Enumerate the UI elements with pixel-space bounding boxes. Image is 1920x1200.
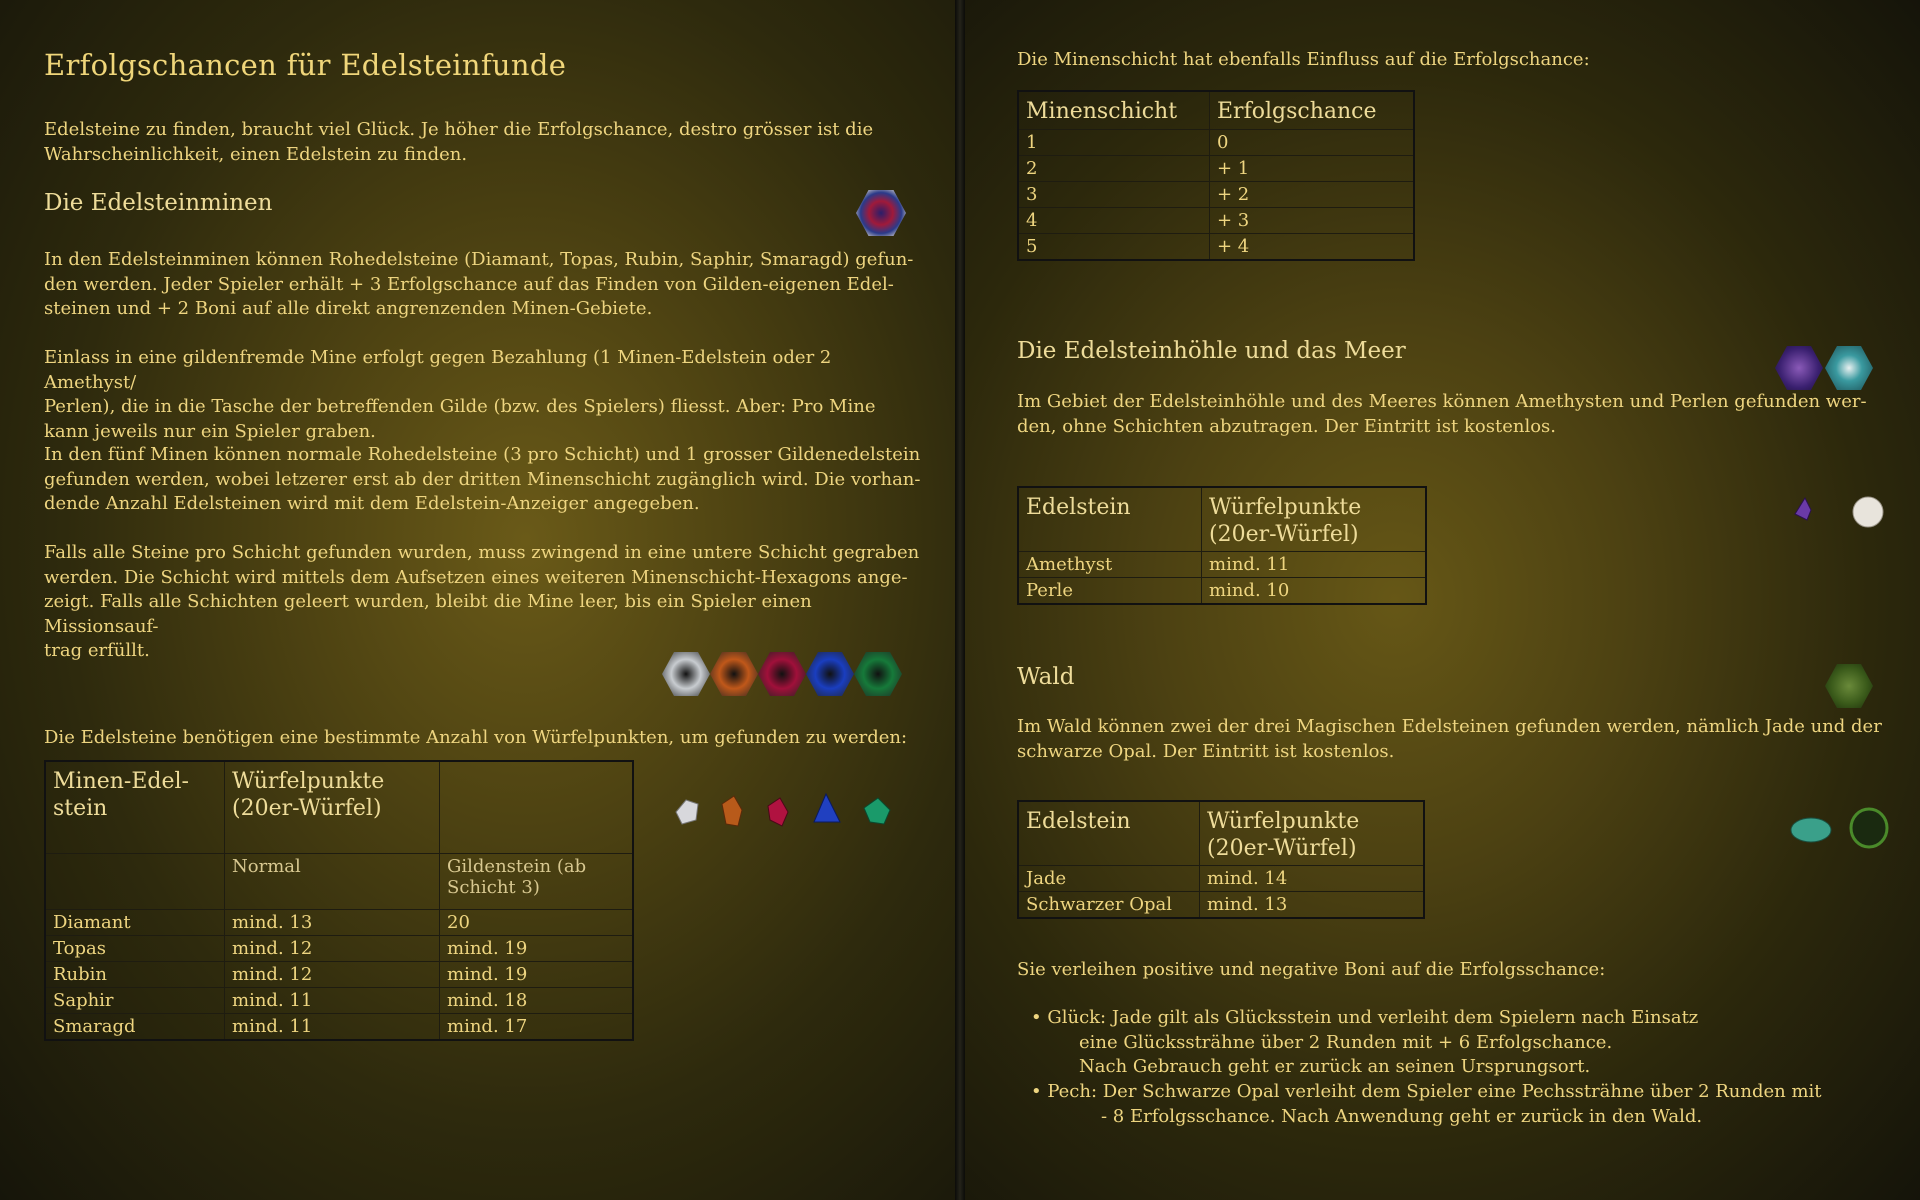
- bonus-intro: Sie verleihen positive und negative Boni auf die Erfolgsschance:: [1017, 959, 1606, 980]
- cave-hex-icon: [1775, 346, 1823, 390]
- mines-paragraph-4: Falls alle Steine pro Schicht gefunden wurden, muss zwingend in eine untere Schicht gegraben werden. Die Schicht wird mittels dem Aufsetzen eines weiteren Minenschicht-Hexagons ange- zeigt. Falls alle Schichten geleert wurden, bleibt die Mine leer, bis ein Spieler einen Missionsauf- trag erfüllt.: [44, 542, 920, 661]
- table-row: Perle mind. 10: [1018, 577, 1426, 604]
- book-gutter: [955, 0, 965, 1200]
- table-row: Jade mind. 14: [1018, 865, 1424, 891]
- forest-hex-icon: [1825, 664, 1873, 708]
- ruby-gem-icon: [768, 798, 788, 826]
- diamond-gem-icon: [676, 800, 698, 824]
- table-header-gem: Minen-Edel-stein: [45, 761, 225, 853]
- right-page: [965, 0, 1920, 1200]
- table-row: Rubin mind. 12 mind. 19: [45, 961, 633, 987]
- topaz-gem-icon: [722, 796, 742, 826]
- layer-header-layer: Minenschicht: [1018, 91, 1210, 129]
- bullet-luck: • Glück: Jade gilt als Glücksstein und verleiht dem Spielern nach Einsatz eine Glückssträhne über 2 Runden mit + 6 Erfolgschance. Nach Gebrauch geht er zurück an seinen Ursprungsort.: [1031, 1007, 1699, 1077]
- table-row: Saphir mind. 11 mind. 18: [45, 987, 633, 1013]
- table-row: 1 0: [1018, 129, 1414, 155]
- cave-gems-icons: [1785, 490, 1895, 534]
- sapphire-gem-icon: [814, 794, 840, 822]
- gem-table-intro: Die Edelsteine benötigen eine bestimmte Anzahl von Würfelpunkten, um gefunden zu werden:: [44, 727, 908, 748]
- cave-table: Edelstein Würfelpunkte (20er-Würfel) Amethyst mind. 11 Perle mind. 10: [1017, 486, 1427, 605]
- layer-intro: Die Minenschicht hat ebenfalls Einfluss auf die Erfolgschance:: [1017, 49, 1590, 70]
- forest-gems-icons: [1781, 804, 1901, 852]
- section-title-mines: Die Edelsteinminen: [44, 190, 273, 216]
- mines-paragraph-1: In den Edelsteinminen können Rohedelsteine (Diamant, Topas, Rubin, Saphir, Smaragd) gefun- den werden. Jeder Spieler erhält + 3 Erfolgschance auf das Finden von Gilden-eigenen Edel- steinen und + 2 Boni auf alle direkt angrenzenden Minen-Gebiete.: [44, 249, 914, 319]
- pearl-icon: [1853, 497, 1883, 527]
- cave-paragraph: Im Gebiet der Edelsteinhöhle und des Meeres können Amethysten und Perlen gefunden wer- den, ohne Schichten abzutragen. Der Eintritt ist kostenlos.: [1017, 391, 1867, 437]
- table-row: 3 + 2: [1018, 181, 1414, 207]
- table-row: Smaragd mind. 11 mind. 17: [45, 1013, 633, 1040]
- gem-dice-table: [44, 760, 634, 1041]
- left-page: [0, 0, 955, 1200]
- forest-table: Edelstein Würfelpunkte (20er-Würfel) Jade mind. 14 Schwarzer Opal mind. 13: [1017, 800, 1425, 919]
- intro-paragraph: Edelsteine zu finden, braucht viel Glück. Je höher die Erfolgschance, destro grösser ist die Wahrscheinlichkeit, einen Edelstein zu finden.: [44, 119, 874, 165]
- emerald-gem-icon: [864, 798, 890, 824]
- table-row: Amethyst mind. 11: [1018, 551, 1426, 577]
- mines-paragraph-3: In den fünf Minen können normale Rohedelsteine (3 pro Schicht) und 1 grosser Gildenedelstein gefunden werden, wobei letzerer erst ab der dritten Minenschicht zugänglich wird. Die vorhan- dende Anzahl Edelsteinen wird mit dem Edelstein-Anzeiger angegeben.: [44, 444, 921, 514]
- page-title: Erfolgschancen für Edelsteinfunde: [44, 48, 567, 82]
- layer-header-chance: Erfolgschance: [1210, 91, 1415, 129]
- table-row: Schwarzer Opal mind. 13: [1018, 891, 1424, 918]
- layer-table: [1017, 90, 1415, 261]
- table-row: Topas mind. 12 mind. 19: [45, 935, 633, 961]
- amethyst-gem-icon: [1795, 498, 1811, 520]
- table-row: 2 + 1: [1018, 155, 1414, 181]
- table-header-empty: [440, 761, 634, 853]
- section-title-forest: Wald: [1017, 664, 1075, 690]
- bullet-bad-luck: • Pech: Der Schwarze Opal verleiht dem Spieler eine Pechssträhne über 2 Runden mit - 8 Erfolgsschance. Nach Anwendung geht er zurück in den Wald.: [1031, 1081, 1822, 1127]
- mines-paragraph-2: Einlass in eine gildenfremde Mine erfolgt gegen Bezahlung (1 Minen-Edelstein oder 2 Amethyst/ Perlen), die in die Tasche der betreffenden Gilde (bzw. des Spielers) fliesst. Aber: Pro Mine kann jeweils nur ein Spieler graben.: [44, 347, 876, 442]
- table-row: Diamant mind. 13 20: [45, 909, 633, 935]
- forest-paragraph: Im Wald können zwei der drei Magischen Edelsteinen gefunden werden, nämlich Jade und der schwarze Opal. Der Eintritt ist kostenlos.: [1017, 716, 1882, 762]
- raw-gems-icons: [668, 790, 908, 840]
- mine-hex-icon: [856, 190, 906, 236]
- table-header-dice: Würfelpunkte (20er-Würfel): [225, 761, 440, 853]
- jade-gem-icon: [1791, 818, 1831, 842]
- sea-hex-icon: [1825, 346, 1873, 390]
- table-row: 5 + 4: [1018, 233, 1414, 260]
- section-title-cave: Die Edelsteinhöhle und das Meer: [1017, 338, 1406, 364]
- table-subheader-normal: Normal: [225, 853, 440, 909]
- table-subheader-guild: Gildenstein (ab Schicht 3): [440, 853, 634, 909]
- table-row: 4 + 3: [1018, 207, 1414, 233]
- black-opal-icon: [1851, 809, 1887, 847]
